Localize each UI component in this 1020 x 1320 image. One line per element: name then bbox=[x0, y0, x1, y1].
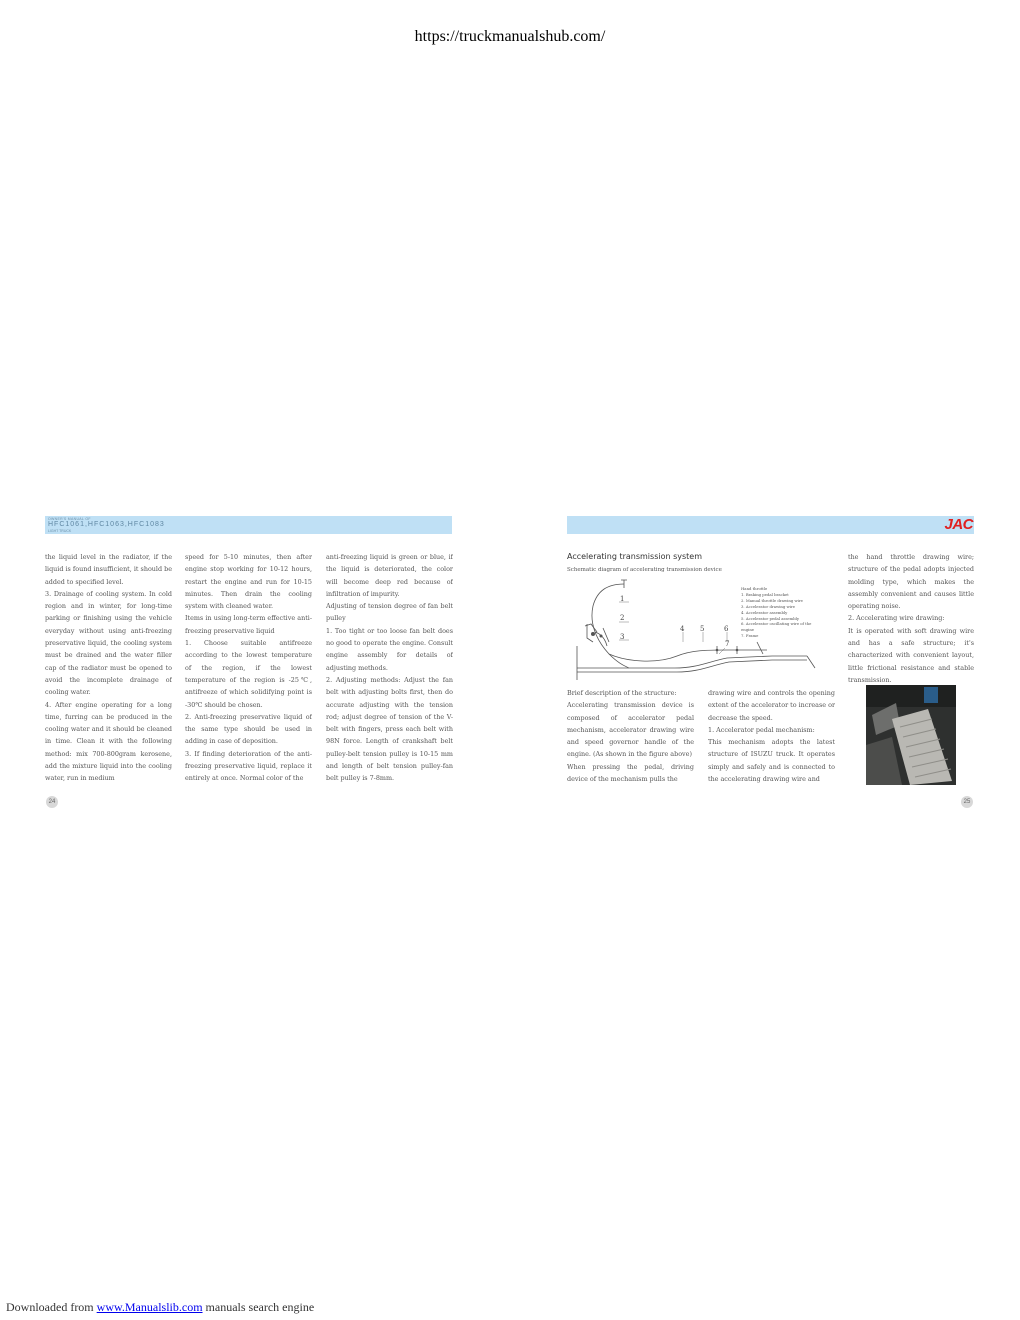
paragraph: anti-freezing liquid is green or blue, if the liquid is deteriorated, the color will become deep red because of infiltration of impurity. bbox=[326, 553, 453, 598]
callout-3: 3 bbox=[620, 633, 625, 641]
paragraph: the hand throttle drawing wire; structure of the pedal adopts injected molding type, which makes the assembly convenient and causes little operating noise. bbox=[848, 553, 974, 611]
left-page-column-2 bbox=[185, 551, 312, 786]
legend-title: Hand throttle bbox=[741, 586, 768, 591]
paragraph: speed for 5-10 minutes, then after engine stop working for 10-12 hours, restart the engine and run for 10-15 minutes. Then drain the cooling system with cleaned water. bbox=[185, 553, 312, 611]
paragraph: 2. Anti-freezing preservative liquid of the same type should be used in adding in case of deposition. bbox=[185, 712, 312, 746]
leader-line bbox=[719, 648, 725, 654]
pivot-point bbox=[600, 635, 603, 638]
callout-6: 6 bbox=[724, 625, 729, 633]
pivot-point bbox=[736, 649, 739, 652]
paragraph: Brief description of the structure: bbox=[567, 689, 677, 697]
callout-5: 5 bbox=[700, 625, 705, 633]
pedal-photo-illustration bbox=[866, 685, 956, 785]
callout-1: 1 bbox=[620, 595, 625, 603]
legend-item: 3. Accelerator drawing wire bbox=[741, 603, 796, 609]
paragraph: drawing wire and controls the opening extent of the accelerator to increase or decrease the speed. bbox=[708, 689, 835, 722]
paragraph: 3. Drainage of cooling system. In cold region and in winter, for long-time parking or finishing using the vehicle everyday without using anti-freezing preservative liquid, the cooling system must be drained and the water filler cap of the radiator must be opened to avoid the incomplete drainage of cooling water. bbox=[45, 589, 172, 697]
pivot-point bbox=[591, 632, 595, 636]
paragraph: It is operated with soft drawing wire and has a safe structure; it's characterized with convenient layout, little frictional resistance and stable transmission. bbox=[848, 626, 974, 684]
model-numbers: HFC1061,HFC1063,HFC1083 bbox=[48, 521, 165, 528]
legend-item: 7. Frame bbox=[741, 633, 759, 639]
legend-item: 5. Accelerator pedal assembly bbox=[741, 615, 800, 621]
footer-suffix: manuals search engine bbox=[202, 1300, 315, 1314]
vehicle-type: LIGHT TRUCK bbox=[48, 529, 72, 533]
paragraph: This mechanism adopts the latest structure of ISUZU truck. It operates simply and safely and is connected to the accelerating drawing wire and bbox=[708, 738, 835, 784]
manual-title: OWNER'S MANUAL OF bbox=[48, 517, 91, 521]
paragraph: the liquid level in the radiator, if the liquid is found insufficient, it should be added to specified level. bbox=[45, 553, 172, 586]
legend-item: 6. Accelerator oscillating wire of the engine bbox=[741, 621, 812, 633]
legend-item: 4. Accelerator assembly bbox=[741, 609, 788, 615]
right-page-column-2 bbox=[708, 687, 835, 785]
download-footer bbox=[6, 1300, 314, 1315]
left-page-header-band bbox=[45, 516, 452, 534]
engine-linkage bbox=[717, 642, 763, 654]
paragraph: 2. Accelerating wire drawing: bbox=[848, 614, 945, 623]
section-title: Accelerating transmission system bbox=[567, 552, 703, 561]
footer-prefix: Downloaded from bbox=[6, 1300, 97, 1314]
right-page-header-band bbox=[567, 516, 974, 534]
paragraph: 1. Accelerator pedal mechanism: bbox=[708, 725, 815, 734]
page-number-right: 25 bbox=[961, 796, 973, 808]
paragraph: Adjusting of tension degree of fan belt pulley bbox=[326, 602, 453, 623]
right-page-column-1 bbox=[567, 687, 694, 785]
paragraph: 2. Adjusting methods: Adjust the fan belt with adjusting bolts first, then do accurate adjusting with the tension rod; adjust degree of tension of the V-belt with fingers, press each belt with 98N force. Length of crankshaft belt pulley-belt tension pulley is 10-15 mm and length of belt tension pulley-fan belt pulley is 7-8mm. bbox=[326, 675, 453, 783]
frame-rail-lower bbox=[577, 660, 807, 672]
paragraph: Accelerating transmission device is composed of accelerator pedal mechanism, accelerator drawing wire and speed governor handle of the engine. (As shown in the figure above) bbox=[567, 701, 694, 759]
diagram-caption: Schematic diagram of accelerating transmission device bbox=[567, 567, 722, 573]
pivot-point bbox=[716, 649, 719, 652]
callout-4: 4 bbox=[680, 625, 685, 633]
accelerator-wire bbox=[609, 650, 767, 661]
paragraph: 1. Too tight or too loose fan belt does no good to operate the engine. Consult engine assembly for details of adjusting methods. bbox=[326, 626, 453, 672]
paragraph: Items in using long-term effective anti-freezing preservative liquid bbox=[185, 614, 312, 635]
page-number-left: 24 bbox=[46, 796, 58, 808]
accelerator-pedal-photo bbox=[866, 685, 956, 785]
paragraph: 4. After engine operating for a long time, furring can be produced in the cooling water and it should be cleaned in time. Clean it with the following method: mix 700-800gram kerosene, add the mixture liquid into the cooling water, run in medium bbox=[45, 700, 172, 783]
right-page-column-3 bbox=[848, 551, 974, 684]
paragraph: When pressing the pedal, driving device of the mechanism pulls the bbox=[567, 762, 694, 784]
callout-2: 2 bbox=[620, 614, 625, 622]
paragraph: 3. If finding deterioration of the anti-freezing preservative liquid, replace it entirely at once. Normal color of the bbox=[185, 749, 312, 783]
legend-item: 1. Braking pedal bracket bbox=[741, 591, 789, 597]
frame-rail bbox=[577, 656, 807, 668]
diagram-legend bbox=[741, 586, 821, 639]
paragraph: 1. Choose suitable antifreeze according to the lowest temperature of the region, if the lowest temperature of the region is -25℃, antifreeze of which solidifying point is -30℃ should be chosen. bbox=[185, 639, 312, 709]
left-page-column-3 bbox=[326, 551, 453, 786]
left-page-column-1 bbox=[45, 551, 172, 786]
legend-item: 2. Manual throttle drawing wire bbox=[741, 597, 803, 603]
manualslib-link[interactable]: www.Manualslib.com bbox=[96, 1300, 203, 1314]
source-url: https://truckmanualshub.com/ bbox=[414, 28, 606, 45]
callout-7: 7 bbox=[725, 640, 730, 648]
jac-logo: JAC bbox=[944, 516, 973, 533]
